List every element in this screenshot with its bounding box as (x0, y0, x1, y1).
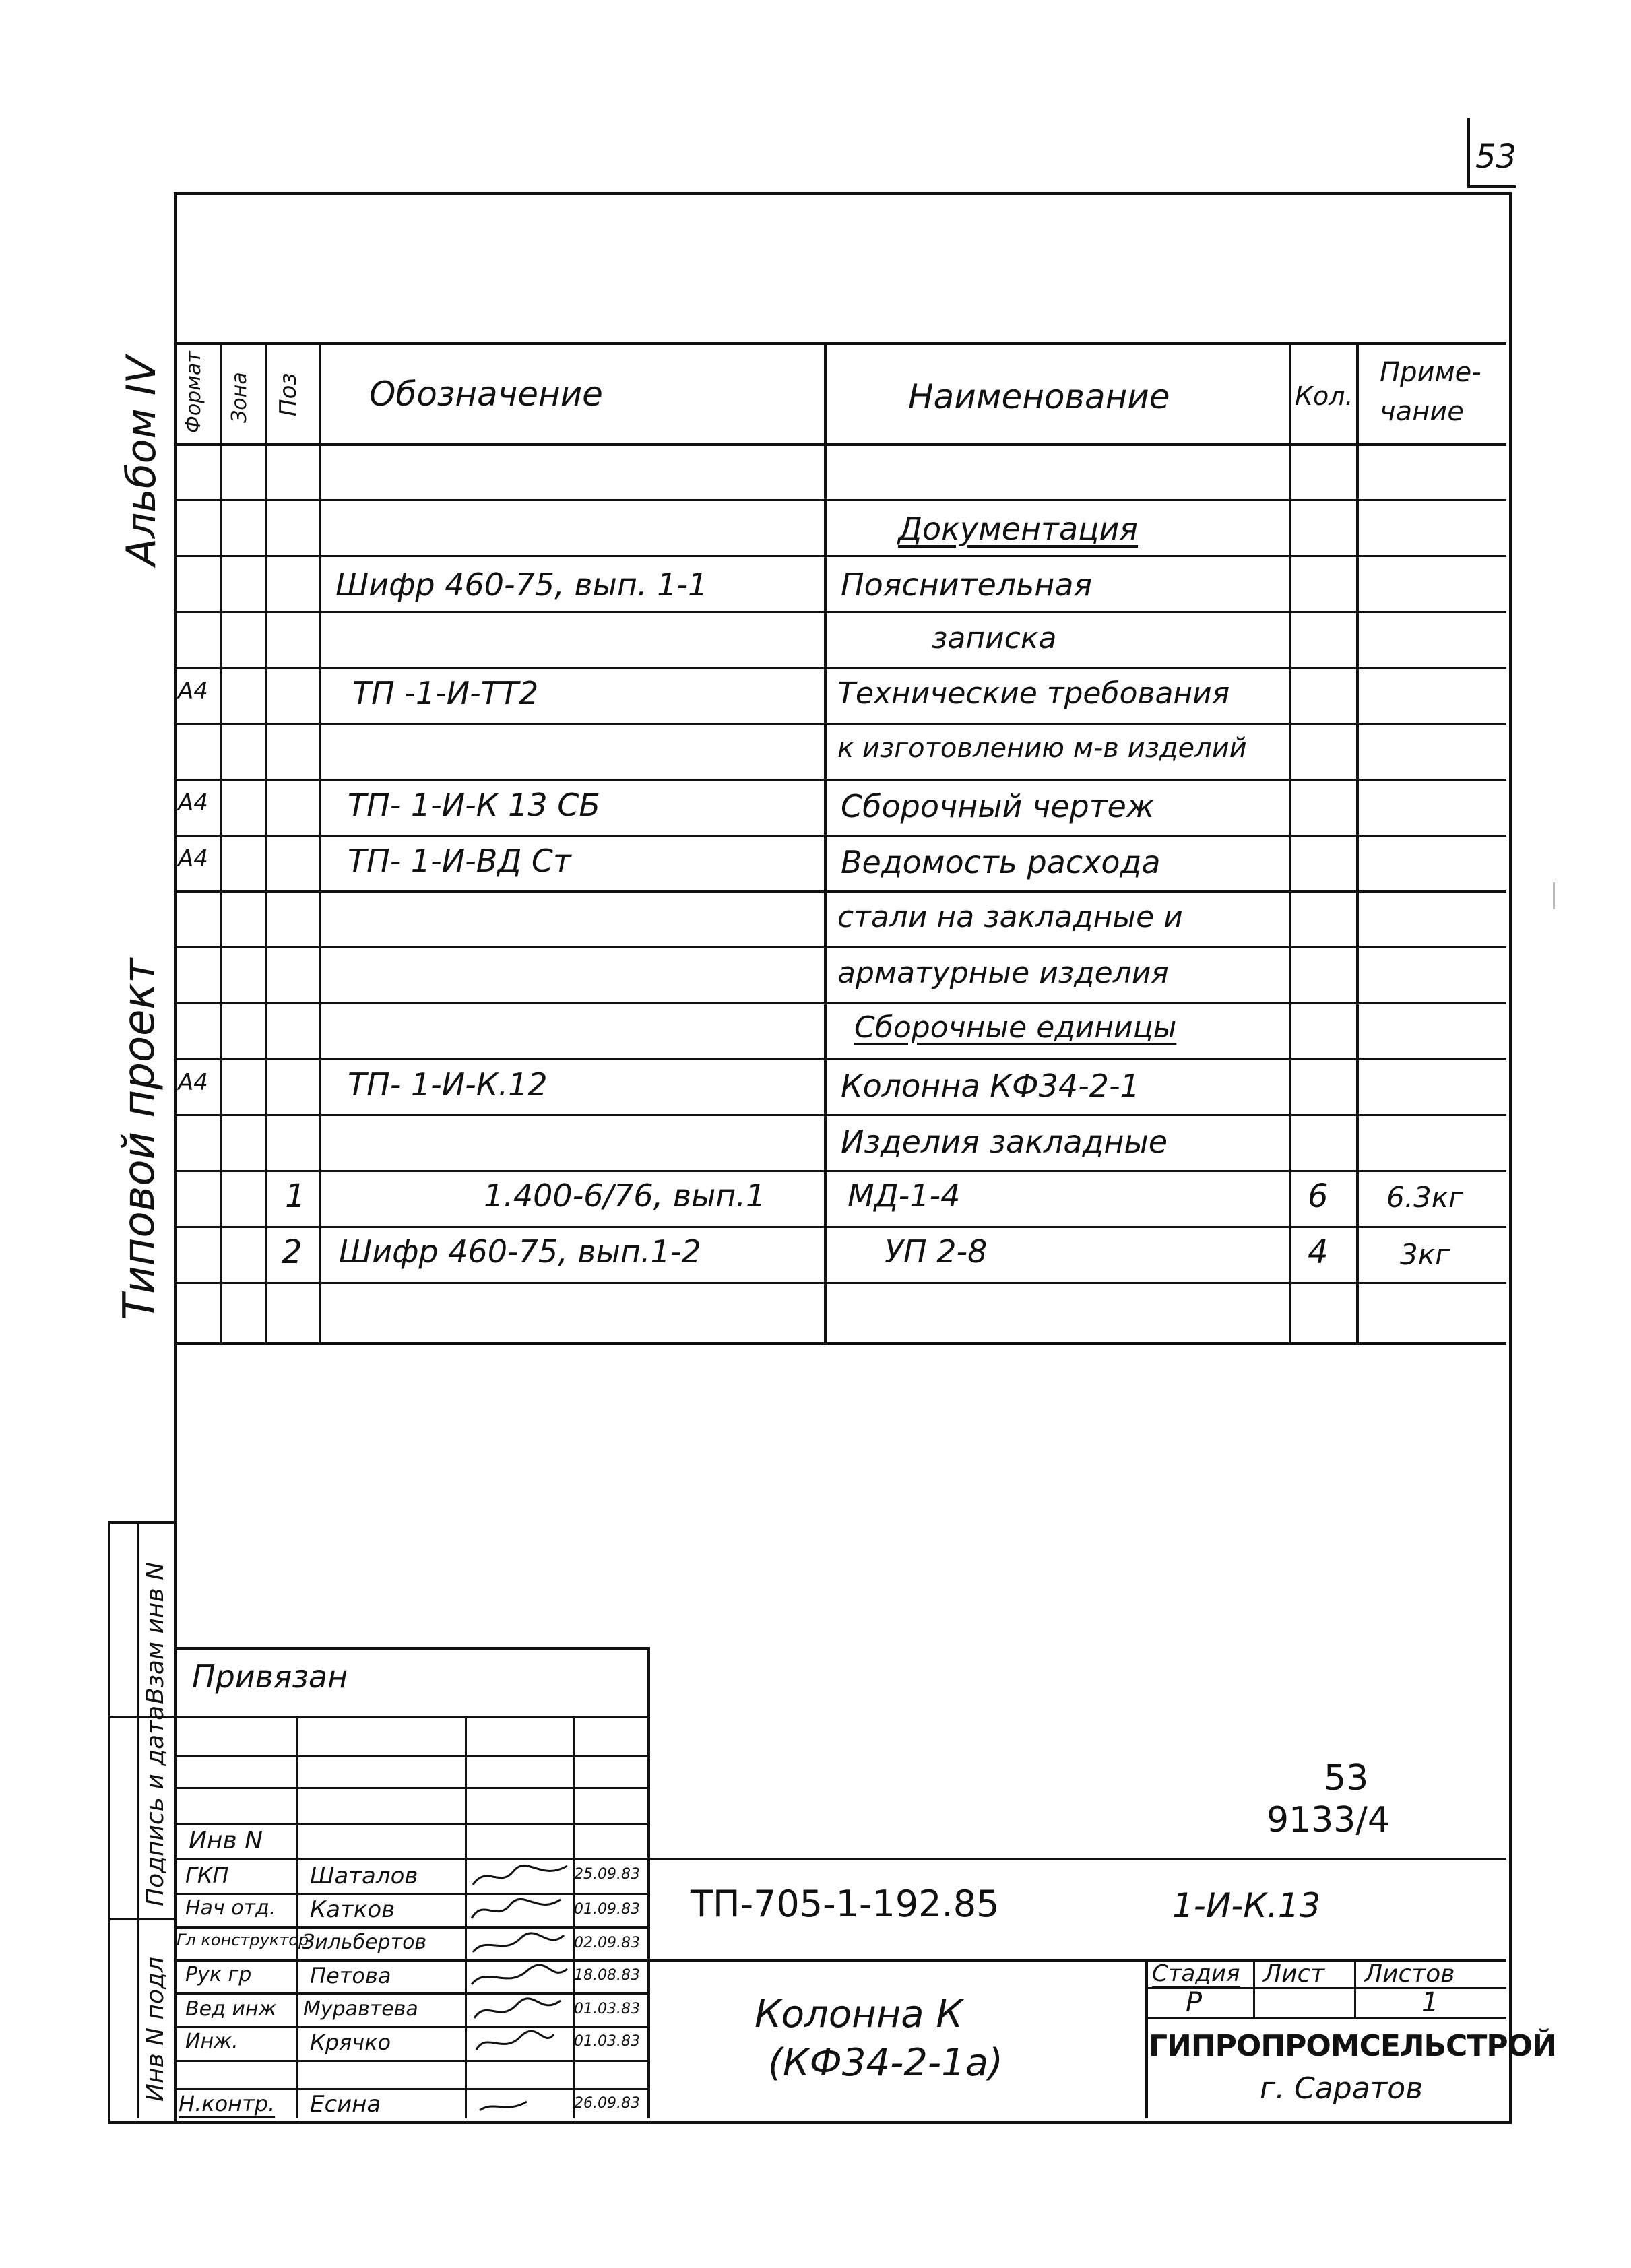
person-name: Катков (310, 1896, 395, 1923)
row-naim: МД-1-4 (848, 1177, 961, 1214)
person-date: 26.09.83 (574, 2095, 640, 2112)
person-name: Есина (310, 2091, 381, 2118)
signature-marks (466, 1858, 573, 2118)
list-label: Лист (1263, 1960, 1325, 1988)
person-role: Рук гр (185, 1963, 252, 1986)
person-date: 01.03.83 (574, 2033, 640, 2050)
signature (472, 1965, 567, 1984)
person-name: Муравтева (303, 1997, 418, 2021)
row-obozn: Шифр 460-75, вып.1-2 (339, 1233, 701, 1270)
person-role: Нач отд. (185, 1896, 276, 1920)
inv-n-label: Инв N (189, 1827, 263, 1854)
header-format: Формат (182, 351, 205, 433)
person-role: Гл конструктор (177, 1931, 309, 1949)
row-naim: Технические требования (837, 676, 1230, 711)
row-naim: Сборочный чертеж (841, 788, 1155, 824)
row-naim: Изделия закладные (841, 1124, 1168, 1160)
signature (476, 2031, 554, 2050)
people-row (174, 1893, 647, 1895)
row-obozn: ТП- 1-И-К 13 СБ (348, 787, 600, 823)
stage-block-left (1145, 1959, 1148, 2118)
row-naim: Сборочные единицы (854, 1010, 1177, 1045)
inv-label: Инв N подл (141, 1957, 169, 2102)
header-oboznachenie: Обозначение (369, 375, 603, 414)
row-format: А4 (178, 845, 208, 872)
person-date: 18.08.83 (574, 1967, 640, 1984)
person-name: Петова (310, 1963, 391, 1988)
person-date: 02.09.83 (574, 1935, 640, 1951)
row-obozn: ТП- 1-И-К.12 (348, 1066, 548, 1103)
org-city: г. Саратов (1260, 2071, 1424, 2106)
strip-divider (108, 1918, 174, 1920)
stamp-row (174, 1858, 1506, 1860)
people-row (174, 1926, 647, 1929)
privyazan-col (573, 1716, 575, 1823)
privyazan-col (296, 1716, 298, 1823)
signature (473, 1865, 567, 1885)
row-obozn: Шифр 460-75, вып. 1-1 (335, 566, 708, 603)
people-row (174, 2026, 647, 2028)
stadiya-label: Стадия (1152, 1960, 1240, 1987)
row-naim: Пояснительная (841, 566, 1093, 603)
person-role: ГКП (185, 1862, 229, 1888)
row-naim: стали на закладные и (837, 900, 1183, 934)
header-primechanie-2: чание (1380, 396, 1464, 427)
people-row (174, 2088, 647, 2090)
row-naim: к изготовлению м-в изделий (837, 733, 1247, 764)
row-format: А4 (178, 1069, 208, 1096)
strip-divider (137, 1521, 139, 2118)
row-naim: УП 2-8 (885, 1233, 988, 1270)
privyazan-row (174, 1755, 647, 1757)
privyazan-col (465, 1716, 467, 1823)
sheet-number: 53 (1475, 138, 1517, 176)
person-name: Крячко (310, 2030, 391, 2055)
album-label: Альбом IV (118, 356, 165, 566)
spec-table (174, 342, 1506, 1342)
header-naimenovanie: Наименование (908, 377, 1170, 416)
stage-col (1354, 1959, 1356, 2017)
people-row (174, 1992, 647, 1995)
header-primechanie-1: Приме- (1380, 357, 1481, 388)
stage-col (1253, 1959, 1255, 2017)
listov-label: Листов (1364, 1960, 1455, 1988)
row-prim: 3кг (1400, 1238, 1450, 1271)
header-zona: Зона (228, 372, 251, 423)
doc-sub: 1-И-К.13 (1172, 1886, 1321, 1925)
row-kol: 6 (1308, 1177, 1329, 1215)
row-format: А4 (178, 789, 208, 816)
row-naim: арматурные изделия (837, 956, 1169, 990)
header-poz: Поз (275, 372, 302, 416)
title-line-1: Колонна К (755, 1992, 963, 2036)
people-col (296, 1823, 298, 2118)
code-bottom: 9133/4 (1267, 1800, 1390, 1840)
row-kol: 4 (1308, 1233, 1329, 1271)
person-role: Вед инж (185, 1997, 277, 2021)
person-name: Шаталов (310, 1862, 418, 1889)
title-line-2: (КФ34-2-1а) (768, 2041, 1003, 2085)
people-row (174, 2060, 647, 2062)
stamp-divider (647, 1858, 650, 2118)
doc-number: ТП-705-1-192.85 (691, 1883, 1000, 1925)
row-obozn: ТП -1-И-ТТ2 (352, 675, 539, 711)
person-date: 01.09.83 (574, 1901, 640, 1918)
row-obozn: ТП- 1-И-ВД Ст (348, 843, 571, 879)
row-format: А4 (178, 678, 208, 705)
row-poz: 1 (285, 1177, 306, 1215)
right-margin-mark (1553, 882, 1555, 909)
privyazan-label: Привязан (192, 1658, 348, 1695)
org-name: ГИПРОПРОМСЕЛЬСТРОЙ (1149, 2029, 1556, 2063)
row-naim: Колонна КФ34-2-1 (841, 1068, 1140, 1104)
person-role: Инж. (185, 2030, 238, 2053)
person-date: 25.09.83 (574, 1866, 640, 1883)
row-naim: записка (932, 621, 1057, 655)
header-kol: Кол. (1295, 381, 1353, 411)
vzam-label: Взам инв N (141, 1561, 169, 1704)
signature (473, 1933, 564, 1952)
row-naim: Ведомость расхода (841, 844, 1161, 880)
podpis-label: Подпись и дата (141, 1705, 169, 1906)
code-top: 53 (1324, 1758, 1369, 1799)
signature (472, 1899, 561, 1918)
privyazan-row (174, 1787, 647, 1789)
person-role: Н.контр. (179, 2091, 276, 2116)
project-label: Типовой проект (115, 958, 164, 1320)
listov-value: 1 (1421, 1987, 1439, 2018)
row-naim: Документация (898, 511, 1139, 547)
privyazan-row (174, 1823, 647, 1825)
person-name: Зильбертов (302, 1931, 427, 1954)
signature (474, 1999, 561, 2018)
row-obozn: 1.400-6/76, вып.1 (484, 1177, 766, 1214)
privyazan-row (174, 1716, 647, 1718)
row-prim: 6.3кг (1386, 1181, 1464, 1214)
signature (480, 2102, 527, 2110)
row-poz: 2 (282, 1233, 302, 1271)
person-date: 01.03.83 (574, 2001, 640, 2017)
stadiya-value: Р (1186, 1987, 1203, 2018)
